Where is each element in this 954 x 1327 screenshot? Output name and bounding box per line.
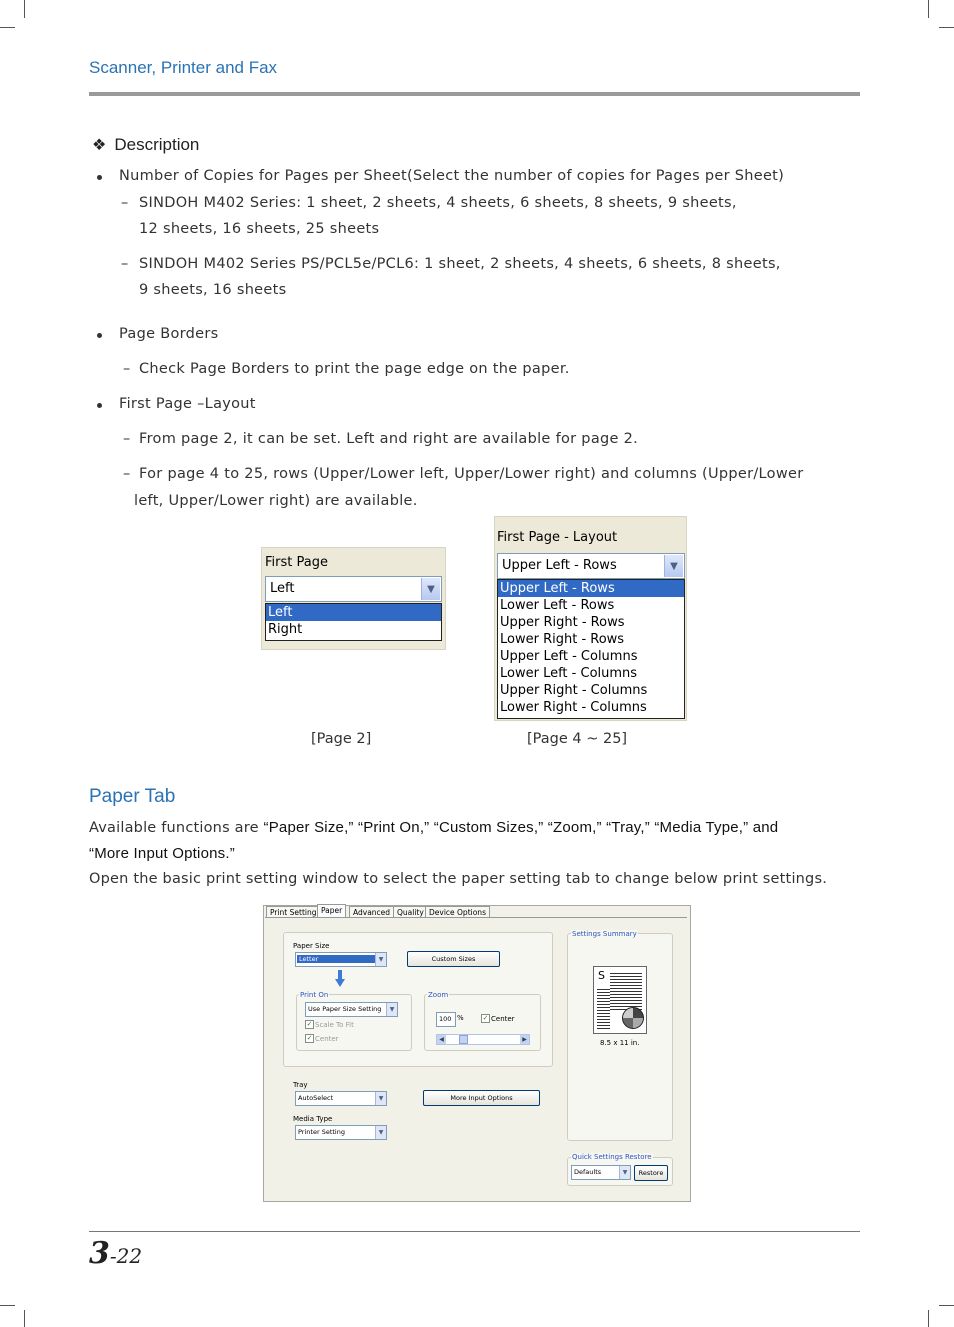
quick-restore-value: Defaults xyxy=(574,1168,602,1176)
more-input-options-button[interactable]: More Input Options xyxy=(423,1090,540,1106)
chevron-down-icon[interactable]: ▼ xyxy=(386,1003,397,1016)
zoom-input[interactable] xyxy=(436,1012,456,1027)
dash: – xyxy=(121,256,129,272)
description-heading xyxy=(92,135,199,155)
media-type-value: Printer Setting xyxy=(298,1128,345,1136)
chevron-left-icon[interactable]: ◀ xyxy=(437,1035,446,1044)
media-type-label: Media Type xyxy=(293,1115,333,1123)
paper-tab-line2 xyxy=(89,845,235,862)
paper-size-select[interactable] xyxy=(295,952,387,967)
bullet-text: First Page –Layout xyxy=(119,396,256,412)
settings-summary-label: Settings Summary xyxy=(572,930,637,938)
caption-page-4-25: [Page 4 ~ 25] xyxy=(527,731,628,747)
down-arrow-icon xyxy=(335,970,345,988)
list-item[interactable]: Upper Left - Rows xyxy=(498,580,684,597)
first-page-layout-selected: Upper Left - Rows xyxy=(502,558,617,573)
restore-button[interactable]: Restore xyxy=(634,1165,668,1181)
tab-divider xyxy=(265,917,687,918)
tab-advanced[interactable]: Advanced xyxy=(349,906,394,918)
page-number xyxy=(89,1236,142,1271)
bullet-icon xyxy=(97,175,102,180)
scale-to-fit-label: Scale To Fit xyxy=(315,1021,354,1029)
zoom-value: 100 xyxy=(439,1015,452,1023)
tab-paper[interactable]: Paper xyxy=(317,904,346,918)
paper-tab-line1-prefix: Available functions are xyxy=(89,820,259,836)
center-label: Center xyxy=(315,1035,339,1043)
bullet-icon xyxy=(97,333,102,338)
chevron-down-icon[interactable]: ▼ xyxy=(421,578,440,600)
preview-text-lines xyxy=(610,971,642,1011)
sub-text: SINDOH M402 Series PS/PCL5e/PCL6: 1 sheet, 2 sheets, 4 sheets, 6 sheets, 8 sheets, xyxy=(139,256,781,272)
dash: – xyxy=(123,431,131,447)
first-page-layout-dropdown-list xyxy=(497,579,685,719)
first-page-selected: Left xyxy=(270,581,295,596)
first-page-select[interactable] xyxy=(265,576,442,602)
chevron-down-icon[interactable]: ▼ xyxy=(664,555,683,577)
list-item[interactable]: Upper Right - Rows xyxy=(500,615,625,630)
dash: – xyxy=(123,361,131,377)
zoom-center-label: Center xyxy=(491,1015,515,1023)
bullet-icon xyxy=(97,403,102,408)
preview-text-lines xyxy=(597,987,610,1029)
zoom-label: Zoom xyxy=(428,991,449,999)
bullet-text: Number of Copies for Pages per Sheet(Select the number of copies for Pages per Sheet) xyxy=(119,168,785,184)
chevron-down-icon[interactable]: ▼ xyxy=(375,953,386,966)
tray-select[interactable] xyxy=(295,1091,387,1106)
caption-page-2: [Page 2] xyxy=(311,731,372,747)
list-item[interactable]: Lower Right - Columns xyxy=(500,700,647,715)
first-page-layout-label: First Page - Layout xyxy=(497,530,618,545)
center-checkbox[interactable]: ✓ xyxy=(306,1034,313,1042)
list-item[interactable]: Left xyxy=(266,604,441,621)
description-heading-text: Description xyxy=(114,135,200,154)
sub-text: For page 4 to 25, rows (Upper/Lower left, Upper/Lower right) and columns (Upper/Lower xyxy=(139,466,804,482)
settings-summary-panel xyxy=(567,933,673,1141)
footer-rule xyxy=(89,1231,860,1232)
paper-size-label: Paper Size xyxy=(293,942,330,950)
paper-tab-line3: Open the basic print setting window to select the paper setting tab to change below print settings. xyxy=(89,871,828,887)
crop-mark xyxy=(928,0,929,18)
first-page-label: First Page xyxy=(265,555,328,570)
zoom-slider[interactable] xyxy=(436,1034,530,1045)
dash: – xyxy=(121,195,129,211)
list-item[interactable]: Lower Left - Rows xyxy=(500,598,615,613)
crop-mark xyxy=(928,1310,929,1327)
bullet-text: Page Borders xyxy=(119,326,219,342)
crop-mark xyxy=(24,1310,25,1327)
custom-sizes-button[interactable]: Custom Sizes xyxy=(407,951,500,967)
chevron-down-icon[interactable]: ▼ xyxy=(375,1126,386,1139)
sub-text: 12 sheets, 16 sheets, 25 sheets xyxy=(139,221,380,237)
chevron-down-icon[interactable]: ▼ xyxy=(375,1092,386,1105)
first-page-dropdown-list xyxy=(265,603,442,641)
print-on-value: Use Paper Size Setting xyxy=(308,1005,382,1013)
paper-settings-dialog xyxy=(263,905,691,1202)
list-item[interactable]: Right xyxy=(268,622,303,637)
paper-tab-line2-quoted: “More Input Options.” xyxy=(89,845,235,862)
paper-tab-line1-quoted: “Paper Size,” “Print On,” “Custom Sizes,” “Zoom,” “Tray,” “Media Type,” and xyxy=(263,819,779,836)
crop-mark xyxy=(24,0,25,18)
preview-graphic-icon xyxy=(622,1007,644,1029)
slider-thumb[interactable] xyxy=(459,1035,468,1044)
tab-quality[interactable]: Quality xyxy=(393,906,428,918)
tray-label: Tray xyxy=(293,1081,308,1089)
print-on-select[interactable] xyxy=(305,1002,398,1017)
tab-print-setting[interactable]: Print Setting xyxy=(266,906,321,918)
header-rule xyxy=(89,92,860,96)
page-preview xyxy=(593,966,647,1034)
preview-letter: S xyxy=(598,969,605,982)
first-page-layout-snippet xyxy=(494,516,687,721)
header-title: Scanner, Printer and Fax xyxy=(89,58,278,77)
crop-mark xyxy=(939,27,954,28)
crop-mark xyxy=(939,1305,954,1306)
tab-device-options[interactable]: Device Options xyxy=(425,906,490,918)
crop-mark xyxy=(0,1305,15,1306)
list-item[interactable]: Lower Left - Columns xyxy=(500,666,638,681)
tray-value: AutoSelect xyxy=(298,1094,334,1102)
list-item[interactable]: Lower Right - Rows xyxy=(500,632,625,647)
paper-dimensions: 8.5 x 11 in. xyxy=(600,1039,640,1047)
chevron-down-icon[interactable]: ▼ xyxy=(619,1166,630,1179)
zoom-unit: % xyxy=(457,1014,464,1022)
chevron-right-icon[interactable]: ▶ xyxy=(520,1035,529,1044)
sub-text: Check Page Borders to print the page edge on the paper. xyxy=(139,361,570,377)
sub-text: From page 2, it can be set. Left and right are available for page 2. xyxy=(139,431,639,447)
paper-tab-line1 xyxy=(89,819,778,836)
zoom-center-checkbox[interactable]: ✓ xyxy=(482,1014,489,1022)
sub-text: left, Upper/Lower right) are available. xyxy=(134,493,418,509)
quick-restore-label: Quick Settings Restore xyxy=(572,1153,652,1161)
chapter-number: 3 xyxy=(89,1236,110,1271)
dash: – xyxy=(123,466,131,482)
paper-tab-title: Paper Tab xyxy=(89,786,176,807)
scale-to-fit-checkbox[interactable]: ✓ xyxy=(306,1020,313,1028)
media-type-select[interactable] xyxy=(295,1125,387,1140)
print-on-label: Print On xyxy=(300,991,329,999)
sub-text: 9 sheets, 16 sheets xyxy=(139,282,287,298)
sub-text: SINDOH M402 Series: 1 sheet, 2 sheets, 4 sheets, 6 sheets, 8 sheets, 9 sheets, xyxy=(139,195,737,211)
first-page-snippet xyxy=(261,547,446,650)
first-page-layout-select[interactable] xyxy=(497,553,685,579)
crop-mark xyxy=(0,27,15,28)
list-item[interactable]: Upper Left - Columns xyxy=(500,649,638,664)
page-suffix: -22 xyxy=(109,1244,143,1268)
quick-restore-select[interactable] xyxy=(571,1165,631,1180)
list-item[interactable]: Upper Right - Columns xyxy=(500,683,648,698)
diamond-icon: ❖ xyxy=(92,137,107,154)
paper-size-value: Letter xyxy=(297,955,375,963)
